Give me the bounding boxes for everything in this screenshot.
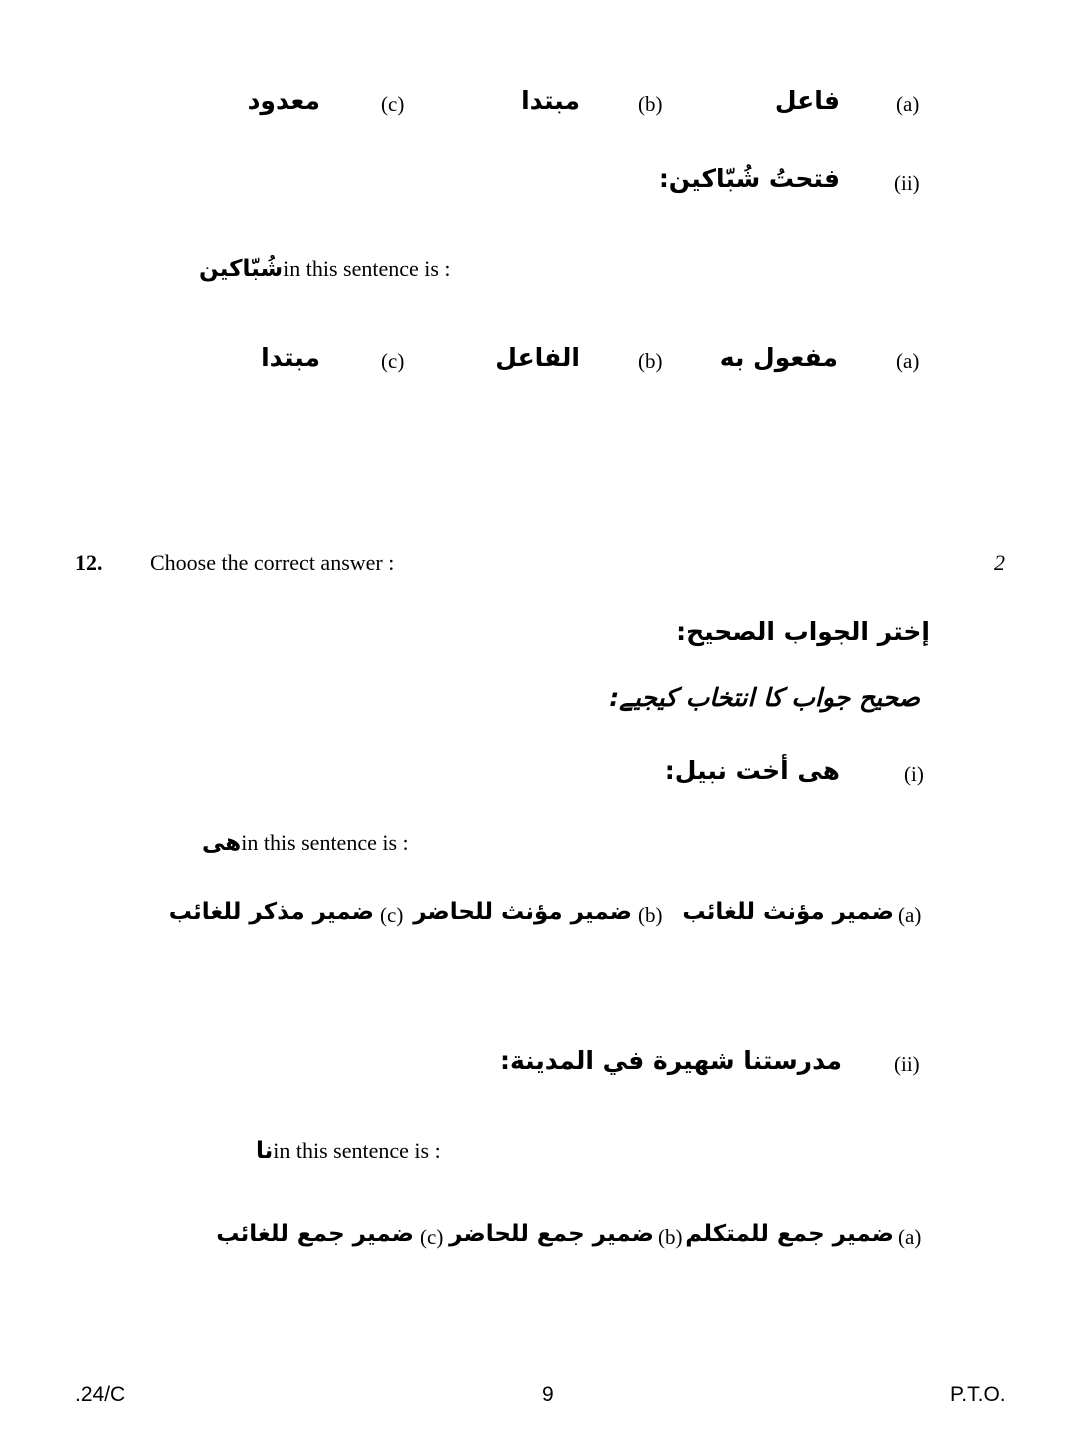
- option-text-c: ضمير مذكر للغائب: [168, 899, 374, 925]
- option-label-c: (c): [381, 92, 405, 116]
- option-text-b: ضمير جمع للحاضر: [449, 1221, 654, 1247]
- option-label-a: (a): [896, 349, 920, 373]
- page-number: 9: [542, 1383, 554, 1406]
- option-text-a: ضمير جمع للمتكلم: [685, 1221, 894, 1247]
- option-text-b: مبتدا: [521, 86, 580, 115]
- option-text-c: معدود: [247, 86, 320, 115]
- prompt-text: in this sentence is :: [273, 1138, 441, 1163]
- part-ii-sentence: فتحتُ شُبّاكين:: [658, 164, 840, 193]
- option-text-c: مبتدا: [261, 343, 320, 372]
- option-label-c: (c): [420, 1225, 444, 1249]
- option-label-b: (b): [658, 1225, 683, 1249]
- arabic-instruction: إختر الجواب الصحيح:: [676, 617, 930, 646]
- option-text-a: فاعل: [774, 86, 840, 115]
- question-marks: 2: [994, 550, 1005, 575]
- q12-i-label: (i): [904, 762, 924, 786]
- pto-label: P.T.O.: [950, 1383, 1006, 1406]
- prompt-arabic-word: هى: [202, 830, 242, 856]
- question-number: 12.: [75, 550, 103, 575]
- option-text-b: ضمير مؤنث للحاضر: [413, 899, 632, 925]
- urdu-instruction: صحیح جواب کا انتخاب کیجیے:: [609, 683, 920, 712]
- option-text-a: مفعول به: [719, 343, 838, 372]
- q12-ii-prompt: [250, 1138, 441, 1164]
- option-label-a: (a): [896, 92, 920, 116]
- paper-code: .24/C: [75, 1383, 126, 1406]
- option-label-a: (a): [898, 1225, 922, 1249]
- prompt-text: in this sentence is :: [241, 830, 409, 855]
- prompt-text: in this sentence is :: [283, 256, 451, 281]
- option-text-a: ضمير مؤنث للغائب: [682, 899, 894, 925]
- option-label-c: (c): [380, 903, 404, 927]
- option-text-b: الفاعل: [495, 343, 580, 372]
- option-label-a: (a): [898, 903, 922, 927]
- prompt-arabic-word: شُبّاكين: [199, 256, 284, 282]
- option-label-c: (c): [381, 349, 405, 373]
- option-label-b: (b): [638, 349, 663, 373]
- q12-i-prompt: [196, 830, 409, 856]
- q12-ii-sentence: مدرستنا شهيرة في المدينة:: [500, 1046, 842, 1075]
- part-ii-prompt: [193, 256, 451, 282]
- option-label-b: (b): [638, 903, 663, 927]
- part-ii-label: (ii): [894, 171, 920, 195]
- option-label-b: (b): [638, 92, 663, 116]
- prompt-arabic-word: نا: [256, 1138, 274, 1164]
- q12-i-sentence: هى أخت نبيل:: [664, 756, 840, 785]
- option-text-c: ضمير جمع للغائب: [216, 1221, 414, 1247]
- question-text: Choose the correct answer :: [150, 550, 395, 575]
- q12-ii-label: (ii): [894, 1052, 920, 1076]
